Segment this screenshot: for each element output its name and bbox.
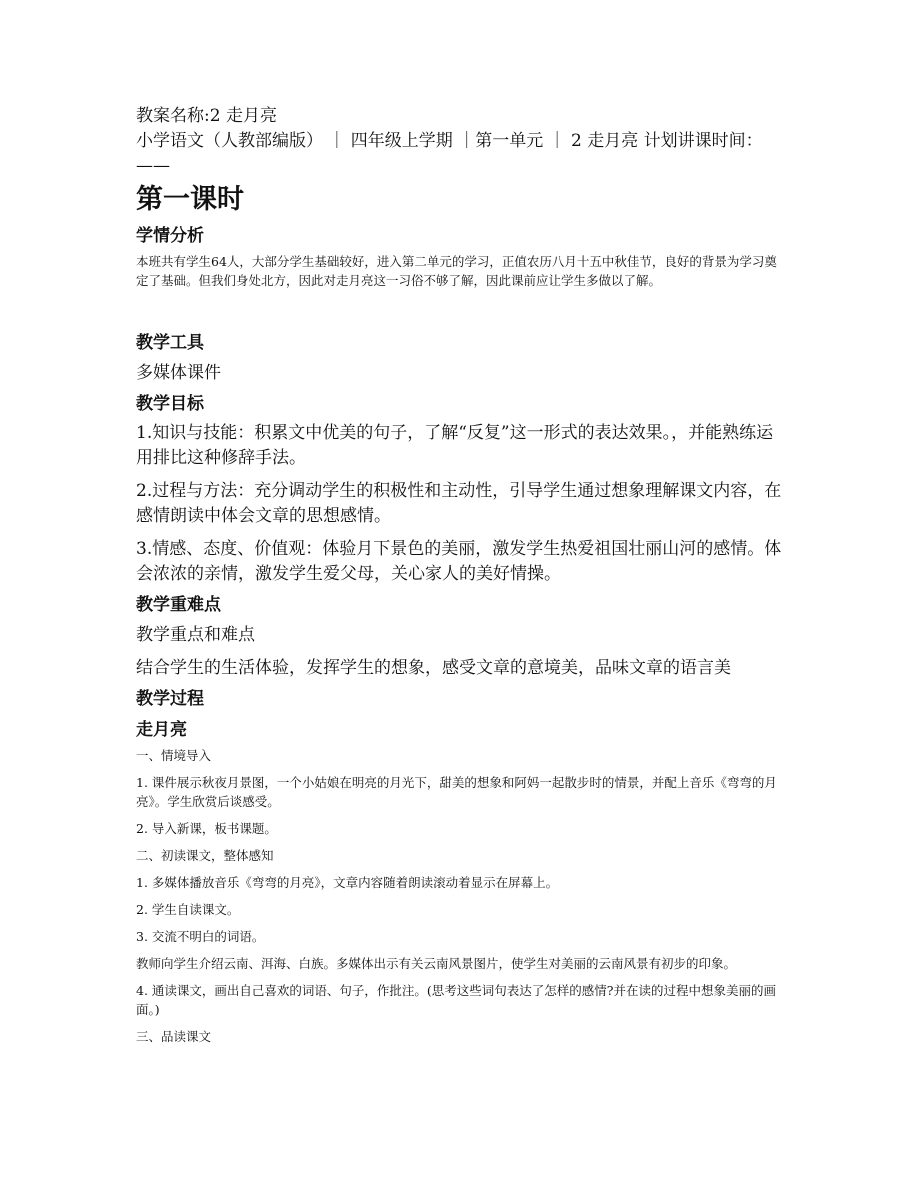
process-line: 一、情境导入 xyxy=(136,748,212,763)
process-line: 3. 交流不明白的词语。 xyxy=(136,929,265,944)
process-line: 2. 学生自读课文。 xyxy=(136,902,240,917)
process-line: 三、品读课文 xyxy=(136,1029,212,1044)
key-points-text: 结合学生的生活体验，发挥学生的想象，感受文章的意境美，品味文章的语言美 xyxy=(136,658,731,678)
key-points-heading: 教学重难点 xyxy=(136,595,221,615)
process-line: 教师向学生介绍云南、洱海、白族。多媒体出示有关云南风景图片，使学生对美丽的云南风景有初步的印象。 xyxy=(136,956,737,971)
tools-text: 多媒体课件 xyxy=(136,363,221,383)
process-line: 4. 通读课文，画出自己喜欢的词语、句子，作批注。(思考这些词句表达了怎样的感情?并在读的过程中想象美丽的画面。) xyxy=(136,983,776,1017)
document-page xyxy=(136,104,786,1046)
course-info-line: 小学语文（人教部编版） ｜ 四年级上学期 ｜第一单元 ｜ 2 走月亮 计划讲课时间：—— xyxy=(136,131,763,176)
goal-item: 3.情感、态度、价值观：体验月下景色的美丽，激发学生热爱祖国壮丽山河的感情。体会浓浓的亲情，激发学生爱父母，关心家人的美好情操。 xyxy=(136,539,782,584)
situation-text: 本班共有学生64人，大部分学生基础较好，进入第二单元的学习，正值农历八月十五中秋佳节，良好的背景为学习奠定了基础。但我们身处北方，因此对走月亮这一习俗不够了解，因此课前应让学生多做以了解。 xyxy=(136,254,777,288)
process-lesson-title: 走月亮 xyxy=(136,720,187,740)
tools-heading: 教学工具 xyxy=(136,333,204,353)
process-line: 二、初读课文，整体感知 xyxy=(136,848,274,863)
goal-item: 1.知识与技能：积累文中优美的句子，了解“反复”这一形式的表达效果。，并能熟练运用排比这种修辞手法。 xyxy=(136,423,774,468)
lesson-name: 教案名称:2 走月亮 xyxy=(136,106,277,126)
goal-item: 2.过程与方法：充分调动学生的积极性和主动性，引导学生通过想象理解课文内容，在感情朗读中体会文章的思想感情。 xyxy=(136,481,782,526)
process-line: 2. 导入新课，板书课题。 xyxy=(136,821,277,836)
situation-heading: 学情分析 xyxy=(136,226,204,246)
goals-heading: 教学目标 xyxy=(136,394,204,414)
process-line: 1. 课件展示秋夜月景图，一个小姑娘在明亮的月光下，甜美的想象和阿妈一起散步时的情景，并配上音乐《弯弯的月亮》。学生欣赏后谈感受。 xyxy=(136,775,777,809)
key-points-subheading: 教学重点和难点 xyxy=(136,625,255,645)
process-heading: 教学过程 xyxy=(136,689,204,709)
page-title: 第一课时 xyxy=(136,184,244,215)
process-line: 1. 多媒体播放音乐《弯弯的月亮》，文章内容随着朗读滚动着显示在屏幕上。 xyxy=(136,875,559,890)
